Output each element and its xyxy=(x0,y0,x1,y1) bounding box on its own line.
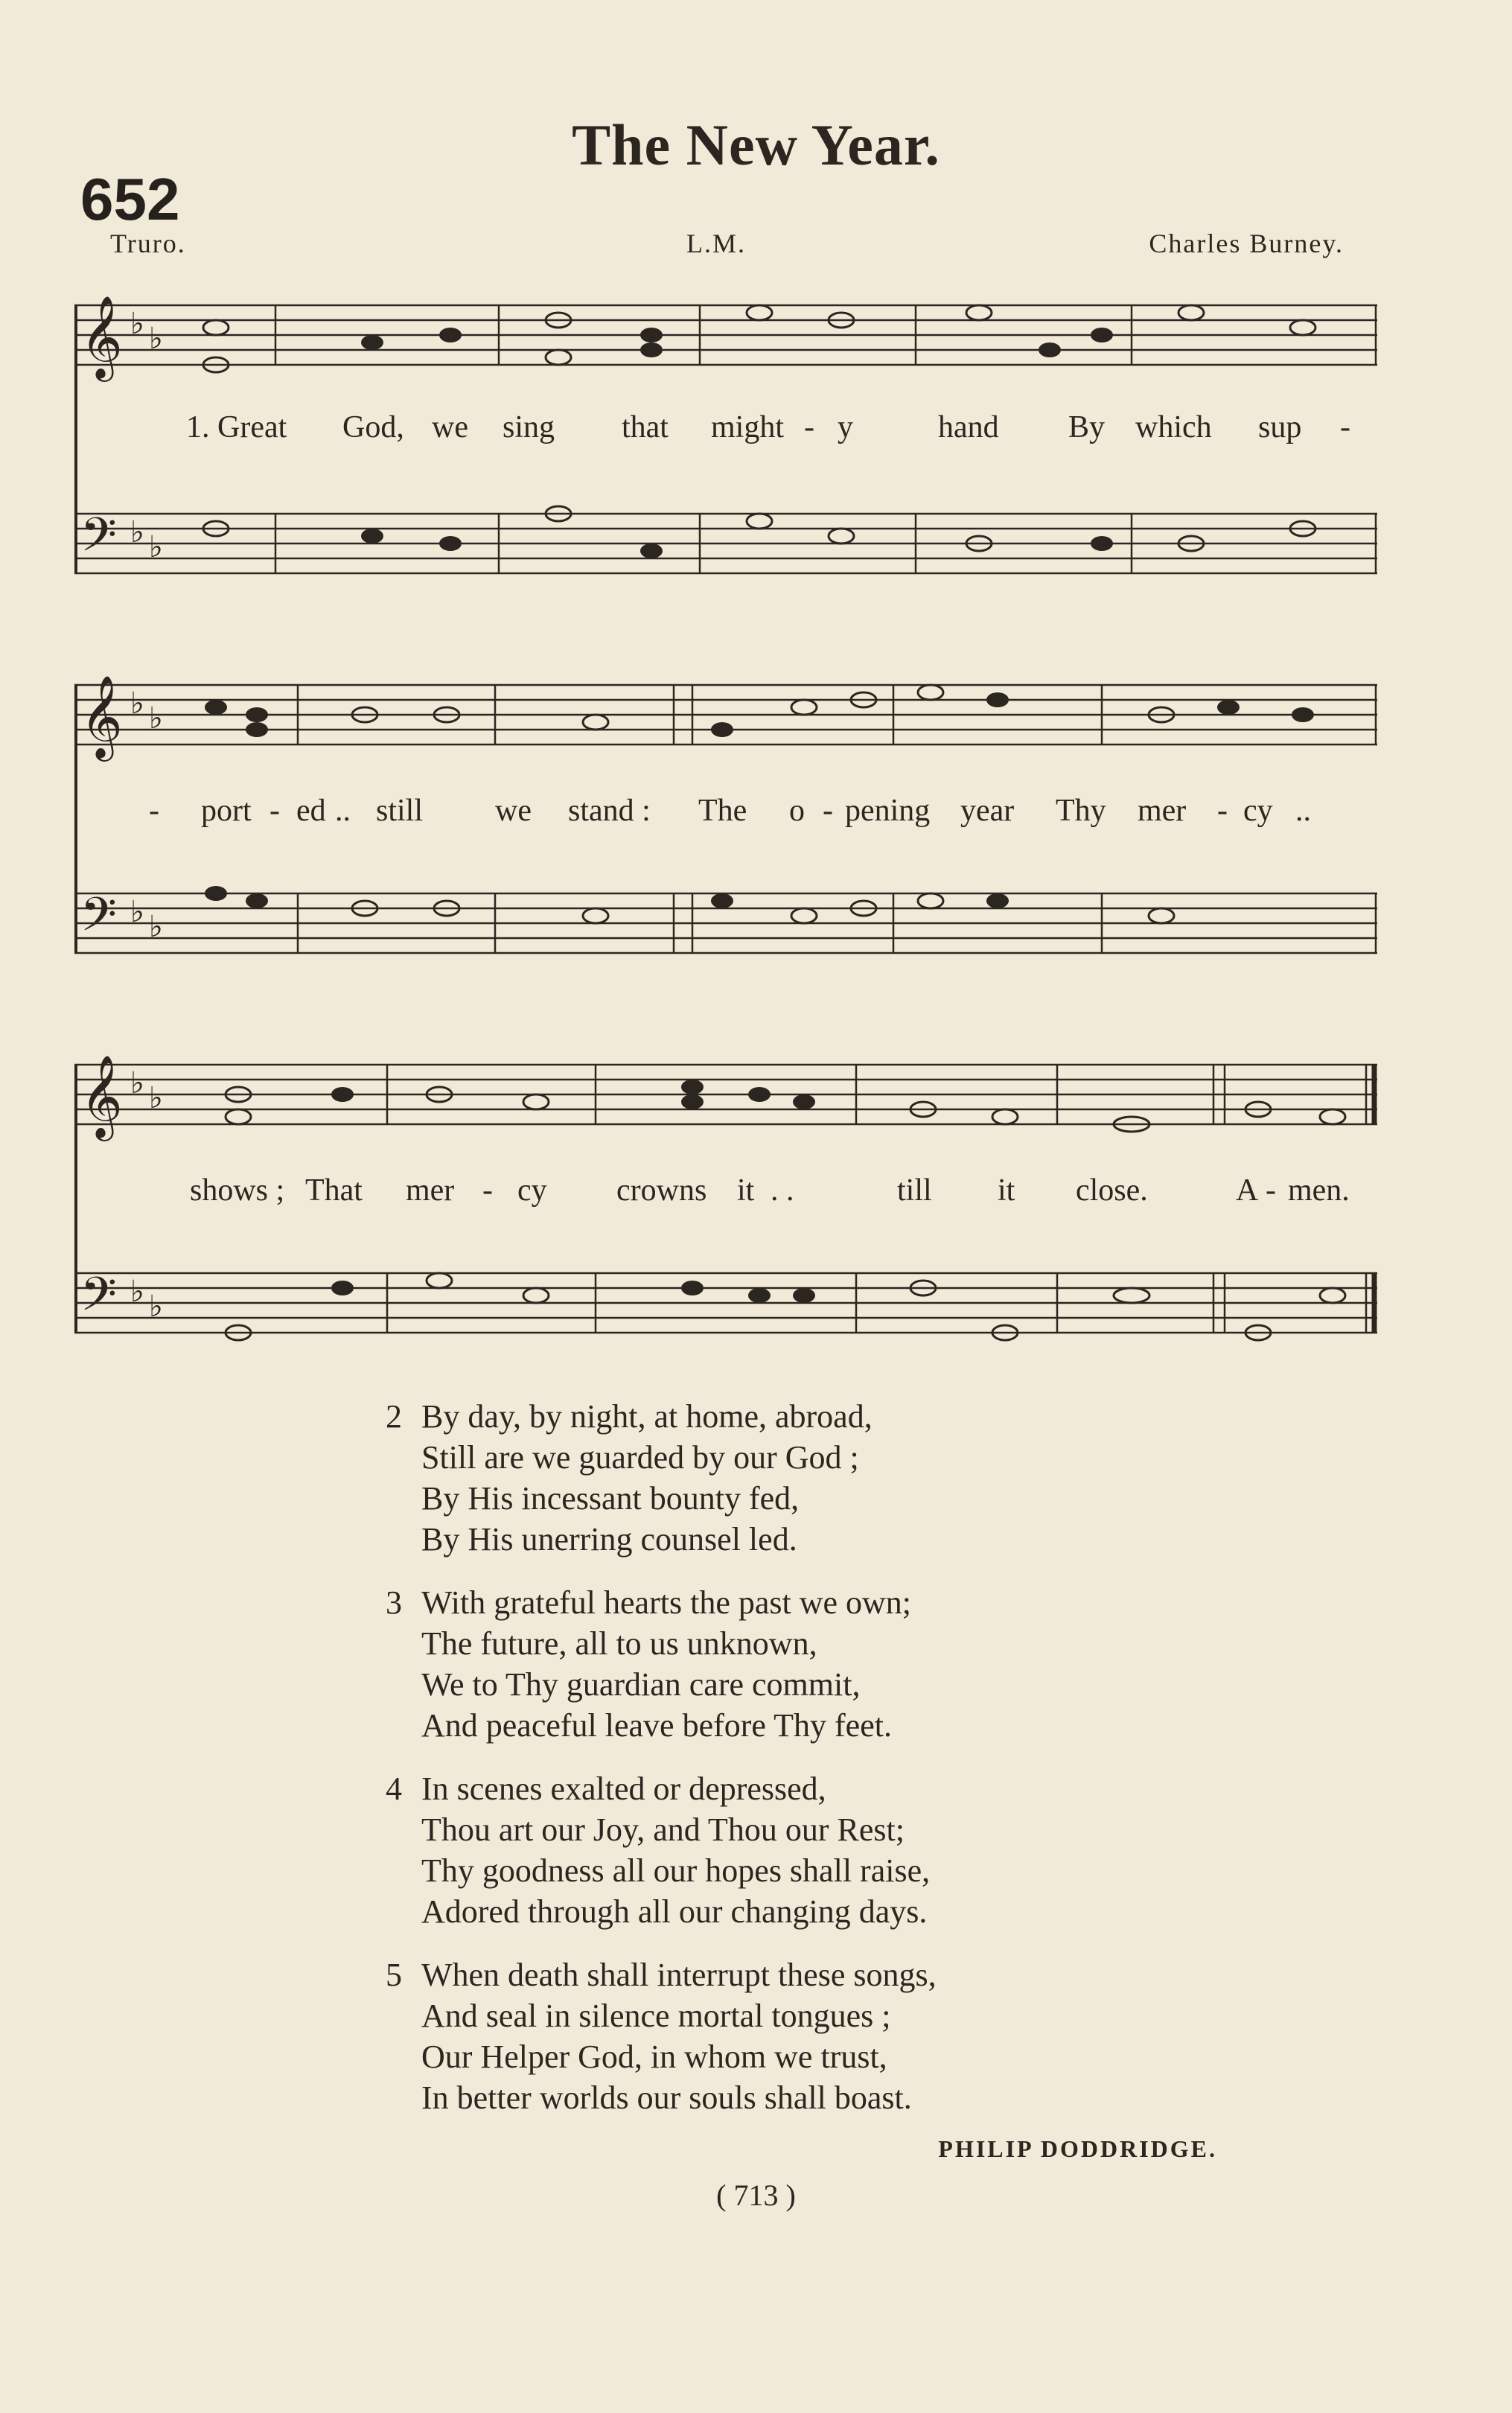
verse-line: Adored through all our changing days. xyxy=(421,1893,928,1930)
svg-text:♭: ♭ xyxy=(149,910,163,943)
lyric-syllable: That xyxy=(305,1173,363,1208)
lyric-syllable: The xyxy=(698,794,747,828)
meter: L.M. xyxy=(686,229,746,258)
verse-number: 5 xyxy=(386,1957,402,1993)
lyric-syllable: port xyxy=(201,794,252,828)
verse-line: With grateful hearts the past we own; xyxy=(421,1584,912,1621)
lyrics-system-1 xyxy=(74,409,1377,448)
music-system-1 xyxy=(74,290,1377,603)
lyric-syllable: - xyxy=(804,410,814,444)
svg-text:♭: ♭ xyxy=(130,1275,144,1308)
lyric-syllable: - xyxy=(269,794,280,828)
lyric-syllable: we xyxy=(495,794,532,828)
lyric-syllable: mer xyxy=(406,1173,455,1208)
lyric-syllable: - xyxy=(1217,794,1228,828)
lyric-syllable: year xyxy=(960,794,1015,828)
svg-text:♭: ♭ xyxy=(130,515,144,549)
hymn-author: PHILIP DODDRIDGE. xyxy=(938,2135,1217,2162)
verse-2 xyxy=(380,1396,1273,1560)
lyric-syllable: hand xyxy=(938,410,999,444)
composer: Charles Burney. xyxy=(1149,229,1344,258)
svg-text:♭: ♭ xyxy=(149,530,163,564)
lyric-syllable: .. xyxy=(335,794,351,828)
verse-line: The future, all to us unknown, xyxy=(421,1625,817,1662)
lyric-syllable: pening xyxy=(845,794,931,828)
verse-line: In better worlds our souls shall boast. xyxy=(421,2079,912,2116)
lyric-syllable: which xyxy=(1135,410,1212,444)
lyric-syllable: it xyxy=(998,1173,1015,1208)
lyric-syllable: shows ; xyxy=(190,1173,285,1208)
lyric-syllable: sing xyxy=(503,410,555,444)
lyrics-system-2 xyxy=(74,793,1377,832)
verse-line: By day, by night, at home, abroad, xyxy=(421,1398,873,1435)
verse-line: And peaceful leave before Thy feet. xyxy=(421,1707,892,1744)
verse-line: We to Thy guardian care commit, xyxy=(421,1666,861,1703)
verse-4 xyxy=(380,1768,1273,1932)
lyric-syllable: it xyxy=(737,1173,755,1208)
lyric-syllable: cy xyxy=(1243,794,1273,828)
svg-text:♭: ♭ xyxy=(130,686,144,720)
lyric-syllable: - xyxy=(1340,410,1350,444)
verse-line: Our Helper God, in whom we trust, xyxy=(421,2039,887,2075)
svg-text:♭: ♭ xyxy=(149,322,163,355)
svg-text:♭: ♭ xyxy=(149,1081,163,1115)
lyric-syllable: By xyxy=(1068,410,1106,444)
svg-text:♭: ♭ xyxy=(149,701,163,735)
svg-text:𝄞: 𝄞 xyxy=(80,677,123,756)
lyrics-system-3 xyxy=(74,1173,1377,1211)
lyric-syllable: - xyxy=(823,794,833,828)
lyric-syllable: ed xyxy=(296,794,326,828)
svg-text:𝄢: 𝄢 xyxy=(80,510,117,573)
verses xyxy=(380,1396,1273,2141)
verse-line: When death shall interrupt these songs, xyxy=(421,1957,937,1993)
verse-line: Thy goodness all our hopes shall raise, xyxy=(421,1852,931,1889)
lyric-syllable: that xyxy=(622,410,669,444)
lyric-syllable: might xyxy=(711,410,785,444)
verse-line: By His incessant bounty fed, xyxy=(421,1480,800,1517)
verse-5 xyxy=(380,1954,1273,2118)
lyric-syllable: A xyxy=(1236,1173,1259,1208)
lyric-syllable: - xyxy=(1266,1173,1276,1208)
music-system-2 xyxy=(74,670,1377,983)
lyric-syllable: till xyxy=(897,1173,932,1208)
verse-number: 3 xyxy=(386,1584,402,1621)
svg-text:𝄞: 𝄞 xyxy=(80,297,123,377)
verse-line: And seal in silence mortal tongues ; xyxy=(421,1998,891,2034)
page-number: ( 713 ) xyxy=(716,2178,796,2212)
music-system-3 xyxy=(74,1050,1377,1362)
lyric-syllable: . . xyxy=(771,1173,794,1208)
svg-text:♭: ♭ xyxy=(149,1290,163,1323)
svg-text:♭: ♭ xyxy=(130,1066,144,1100)
svg-text:♭: ♭ xyxy=(130,895,144,928)
svg-text:𝄢: 𝄢 xyxy=(80,1269,117,1332)
lyric-syllable: y xyxy=(838,410,853,444)
lyric-syllable: God, xyxy=(342,410,404,444)
lyric-syllable: close. xyxy=(1076,1173,1148,1208)
lyric-syllable: 1. Great xyxy=(186,410,287,444)
lyric-syllable: men. xyxy=(1288,1173,1350,1208)
svg-text:𝄞: 𝄞 xyxy=(80,1056,123,1136)
lyric-syllable: - xyxy=(149,794,159,828)
verse-line: Thou art our Joy, and Thou our Rest; xyxy=(421,1811,905,1848)
verse-line: By His unerring counsel led. xyxy=(421,1521,797,1558)
lyric-syllable: we xyxy=(432,410,468,444)
verse-line: Still are we guarded by our God ; xyxy=(421,1439,859,1476)
lyric-syllable: o xyxy=(789,794,805,828)
verse-3 xyxy=(380,1582,1273,1746)
lyric-syllable: mer xyxy=(1138,794,1187,828)
lyric-syllable: stand : xyxy=(568,794,651,828)
lyric-syllable: crowns xyxy=(616,1173,707,1208)
verse-number: 4 xyxy=(386,1770,402,1807)
hymn-number: 652 xyxy=(80,166,180,232)
svg-text:♭: ♭ xyxy=(130,307,144,340)
section-title: The New Year. xyxy=(572,112,940,177)
lyric-syllable: cy xyxy=(517,1173,547,1208)
verse-line: In scenes exalted or depressed, xyxy=(421,1770,826,1807)
lyric-syllable: Thy xyxy=(1056,794,1106,828)
tune-name: Truro. xyxy=(110,229,186,258)
svg-text:𝄢: 𝄢 xyxy=(80,890,117,952)
lyric-syllable: still xyxy=(376,794,424,828)
lyric-syllable: - xyxy=(482,1173,493,1208)
verse-number: 2 xyxy=(386,1398,402,1435)
lyric-syllable: sup xyxy=(1258,410,1302,444)
lyric-syllable: .. xyxy=(1295,794,1311,828)
